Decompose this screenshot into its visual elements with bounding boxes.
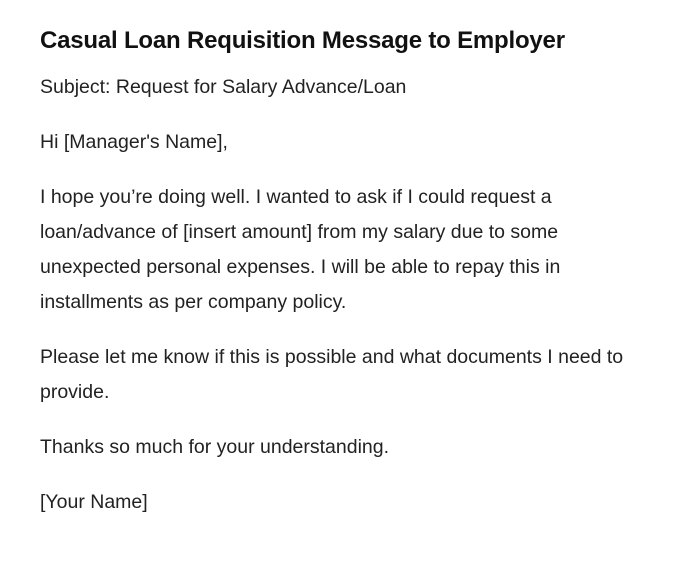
signature: [Your Name] [40,491,148,513]
greeting: Hi [Manager's Name], [40,131,228,153]
document-title: Casual Loan Requisition Message to Employer [40,27,565,54]
body-paragraph: Please let me know if this is possible and what documents I need to provide. [40,346,624,403]
letter-document [40,24,640,520]
body-paragraph: I hope you’re doing well. I wanted to ask if I could request a loan/advance of [insert amount] from my salary due to some unexpected personal expenses. I will be able to repay this in installments as per company policy. [40,186,561,313]
subject-line: Subject: Request for Salary Advance/Loan [40,76,407,98]
closing-line: Thanks so much for your understanding. [40,436,390,458]
